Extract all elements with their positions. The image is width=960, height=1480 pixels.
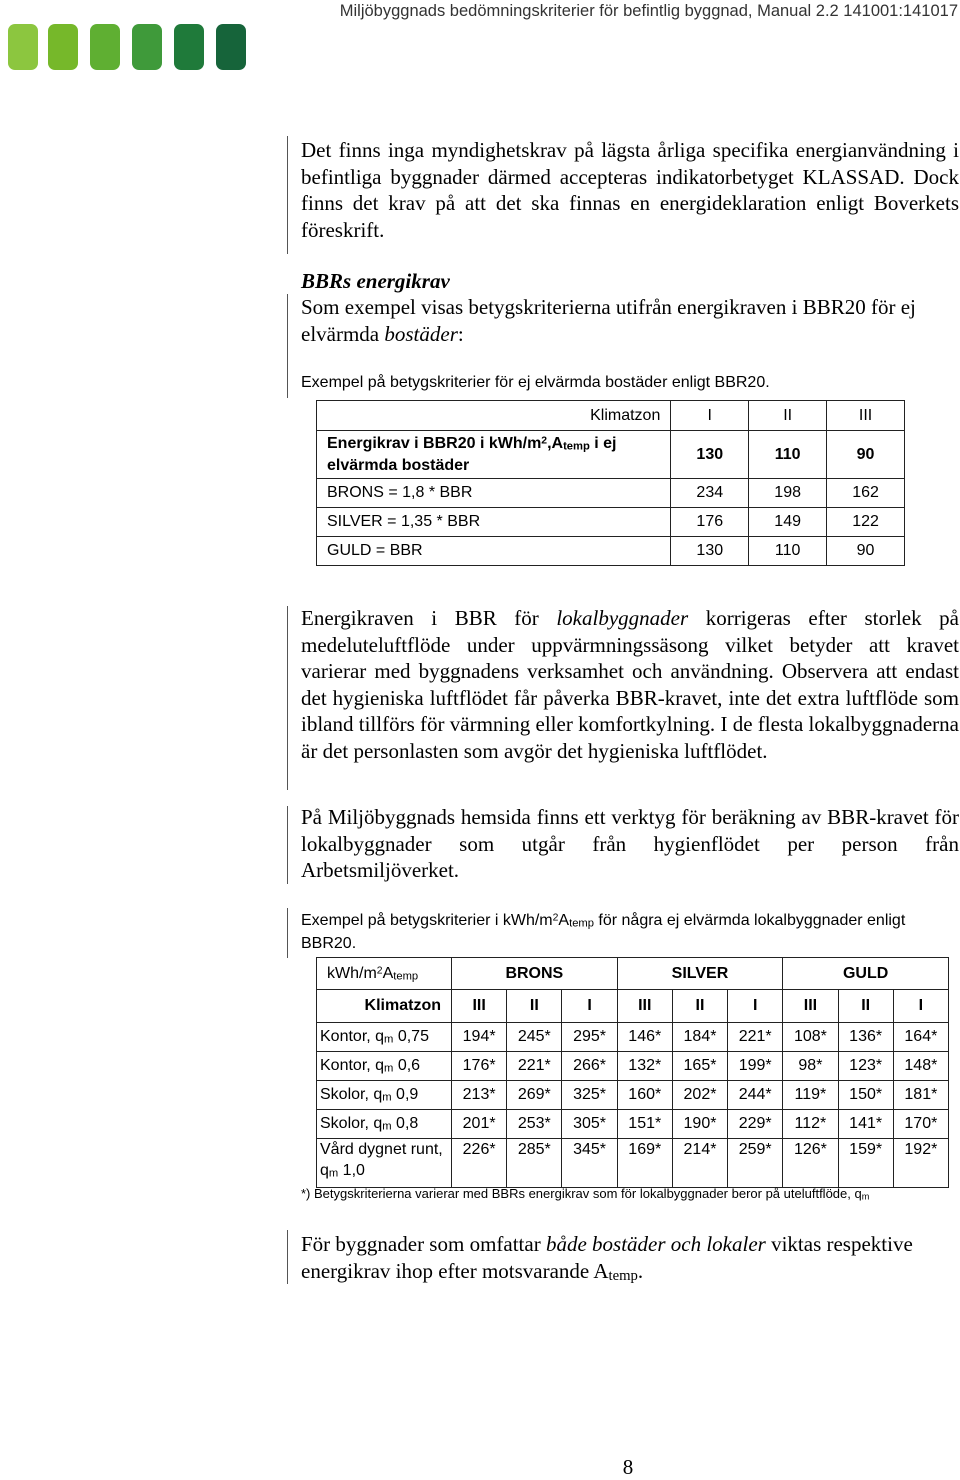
- grade-value: 213*: [452, 1081, 507, 1110]
- grade-value: 295*: [562, 1023, 617, 1052]
- building-type-label: Kontor, $q_m$ 0,75: [317, 1023, 452, 1052]
- zone-label: Klimatzon: [317, 401, 671, 431]
- zone-header: III: [783, 990, 838, 1023]
- table2-caption: Exempel på betygskriterier i kWh/$m^2A_{temp}$ för några ej elvärmda lokalbyggnader enligt BBR20.: [301, 912, 906, 952]
- grade-value: 151*: [617, 1110, 672, 1139]
- table-row: [317, 1139, 949, 1188]
- zone-header: III: [452, 990, 507, 1023]
- grade-value: 245*: [507, 1023, 562, 1052]
- unit-label: kWh/$m^2A_{temp}$: [317, 958, 452, 990]
- bbr-housing-table: [316, 400, 905, 566]
- grade-value: 198: [749, 479, 827, 508]
- zone-header: II: [838, 990, 893, 1023]
- margin-bar: [287, 908, 288, 958]
- logo-bar: [8, 24, 38, 70]
- grade-value: 141*: [838, 1110, 893, 1139]
- margin-bar: [287, 136, 288, 254]
- grade-value: 150*: [838, 1081, 893, 1110]
- building-type-label: Skolor, $q_m$ 0,8: [317, 1110, 452, 1139]
- requirement-value: 130: [671, 431, 749, 479]
- grade-value: 149: [749, 508, 827, 537]
- grade-value: 244*: [728, 1081, 783, 1110]
- table-row: [317, 1081, 949, 1110]
- grade-value: 266*: [562, 1052, 617, 1081]
- grade-value: 226*: [452, 1139, 507, 1188]
- lokal-paragraph: Energikraven i BBR för lokalbyggnader korrigeras efter storlek på medeluteluftflöde under uppvärmningssäsong vilket betyder att kravet varierar med byggnadens verksamhet och användning. Observera att endast det hygieniska luftflödet får påverka BBR-kravet, inte det extra luftflöde som ibland tillförs för värmning eller komfortkylning. I de flesta lokalbyggnaderna är det personlasten som avgör det hygieniska luftflödet.: [301, 606, 959, 763]
- margin-bar: [287, 294, 288, 398]
- grade-value: 146*: [617, 1023, 672, 1052]
- grade-value: 169*: [617, 1139, 672, 1188]
- grade-value: 202*: [672, 1081, 727, 1110]
- grade-value: 119*: [783, 1081, 838, 1110]
- logo-bar: [90, 24, 120, 70]
- group-header: GULD: [783, 958, 949, 990]
- grade-value: 123*: [838, 1052, 893, 1081]
- grade-value: 221*: [507, 1052, 562, 1081]
- table2-footnote: *) Betygskriterierna varierar med BBRs energikrav som för lokalbyggnader beror på uteluftflöde, $q_m$: [301, 1186, 870, 1202]
- zone-header: II: [507, 990, 562, 1023]
- grade-value: 132*: [617, 1052, 672, 1081]
- grade-value: 259*: [728, 1139, 783, 1188]
- grade-value: 325*: [562, 1081, 617, 1110]
- zone-header: II: [672, 990, 727, 1023]
- grade-value: 162: [827, 479, 905, 508]
- page-number: 8: [622, 1455, 634, 1479]
- zone-label: Klimatzon: [317, 990, 452, 1023]
- logo-bar: [48, 24, 78, 70]
- grade-value: 229*: [728, 1110, 783, 1139]
- logo-bar: [216, 24, 246, 70]
- group-header: SILVER: [617, 958, 783, 990]
- building-type-label: Skolor, $q_m$ 0,9: [317, 1081, 452, 1110]
- grade-value: 176: [671, 508, 749, 537]
- grade-value: 269*: [507, 1081, 562, 1110]
- table-row: [317, 1023, 949, 1052]
- grade-value: 110: [749, 537, 827, 566]
- grade-value: 201*: [452, 1110, 507, 1139]
- grade-value: 112*: [783, 1110, 838, 1139]
- grade-value: 126*: [783, 1139, 838, 1188]
- lokal-table: [316, 957, 949, 1188]
- intro-paragraph: Det finns inga myndighetskrav på lägsta årliga specifika energianvändning i befintliga byggnader därmed accepteras indikatorbetyget KLASSAD. Dock finns det krav på att det ska finnas en energideklaration enligt Boverkets föreskrift.: [301, 138, 959, 242]
- tool-paragraph: På Miljöbyggnads hemsida finns ett verktyg för beräkning av BBR-kravet för lokalbyggnader som utgår från hygienflödet per person från Arbetsmiljöverket.: [301, 805, 959, 883]
- grade-value: 190*: [672, 1110, 727, 1139]
- zone-header: I: [728, 990, 783, 1023]
- grade-value: 199*: [728, 1052, 783, 1081]
- grade-value: 214*: [672, 1139, 727, 1188]
- section-heading: BBRs energikrav: [301, 269, 450, 293]
- grade-value: 176*: [452, 1052, 507, 1081]
- logo-bar: [132, 24, 162, 70]
- grade-value: 122: [827, 508, 905, 537]
- zone-header: I: [893, 990, 948, 1023]
- zone-header: I: [562, 990, 617, 1023]
- zone-header: II: [749, 401, 827, 431]
- building-type-label: Vård dygnet runt, $q_m$ 1,0: [317, 1139, 452, 1188]
- grade-label: SILVER = 1,35 * BBR: [317, 508, 671, 537]
- margin-bar: [287, 606, 288, 790]
- grade-value: 181*: [893, 1081, 948, 1110]
- zone-header: III: [617, 990, 672, 1023]
- grade-label: GULD = BBR: [317, 537, 671, 566]
- grade-value: 305*: [562, 1110, 617, 1139]
- grade-value: 98*: [783, 1052, 838, 1081]
- grade-value: 159*: [838, 1139, 893, 1188]
- grade-value: 90: [827, 537, 905, 566]
- grade-value: 221*: [728, 1023, 783, 1052]
- grade-value: 184*: [672, 1023, 727, 1052]
- grade-value: 234: [671, 479, 749, 508]
- grade-value: 285*: [507, 1139, 562, 1188]
- grade-value: 253*: [507, 1110, 562, 1139]
- zone-header: I: [671, 401, 749, 431]
- requirement-value: 90: [827, 431, 905, 479]
- requirement-label: Energikrav i BBR20 i kWh/$m^2,A_{temp}$ i ej elvärmda bostäder: [317, 431, 671, 479]
- grade-value: 165*: [672, 1052, 727, 1081]
- grade-value: 170*: [893, 1110, 948, 1139]
- grade-value: 164*: [893, 1023, 948, 1052]
- zone-header: III: [827, 401, 905, 431]
- grade-value: 192*: [893, 1139, 948, 1188]
- requirement-value: 110: [749, 431, 827, 479]
- grade-value: 345*: [562, 1139, 617, 1188]
- group-header: BRONS: [452, 958, 618, 990]
- grade-label: BRONS = 1,8 * BBR: [317, 479, 671, 508]
- margin-bar: [287, 806, 288, 884]
- table-row: [317, 1110, 949, 1139]
- table1-caption: Exempel på betygskriterier för ej elvärmda bostäder enligt BBR20.: [301, 374, 770, 391]
- grade-value: 136*: [838, 1023, 893, 1052]
- bbr-paragraph: Som exempel visas betygskriterierna utifrån energikraven i BBR20 för ej elvärmda bostäder:: [301, 295, 916, 346]
- building-type-label: Kontor, $q_m$ 0,6: [317, 1052, 452, 1081]
- closing-paragraph: För byggnader som omfattar både bostäder och lokaler viktas respektive energikrav ihop efter motsvarande $A_{temp}$.: [301, 1232, 913, 1284]
- grade-value: 130: [671, 537, 749, 566]
- grade-value: 148*: [893, 1052, 948, 1081]
- margin-bar: [287, 1230, 288, 1284]
- table-row: [317, 1052, 949, 1081]
- grade-value: 160*: [617, 1081, 672, 1110]
- document-header: Miljöbyggnads bedömningskriterier för befintlig byggnad, Manual 2.2 141001:141017: [339, 2, 958, 20]
- logo-bar: [174, 24, 204, 70]
- grade-value: 194*: [452, 1023, 507, 1052]
- grade-value: 108*: [783, 1023, 838, 1052]
